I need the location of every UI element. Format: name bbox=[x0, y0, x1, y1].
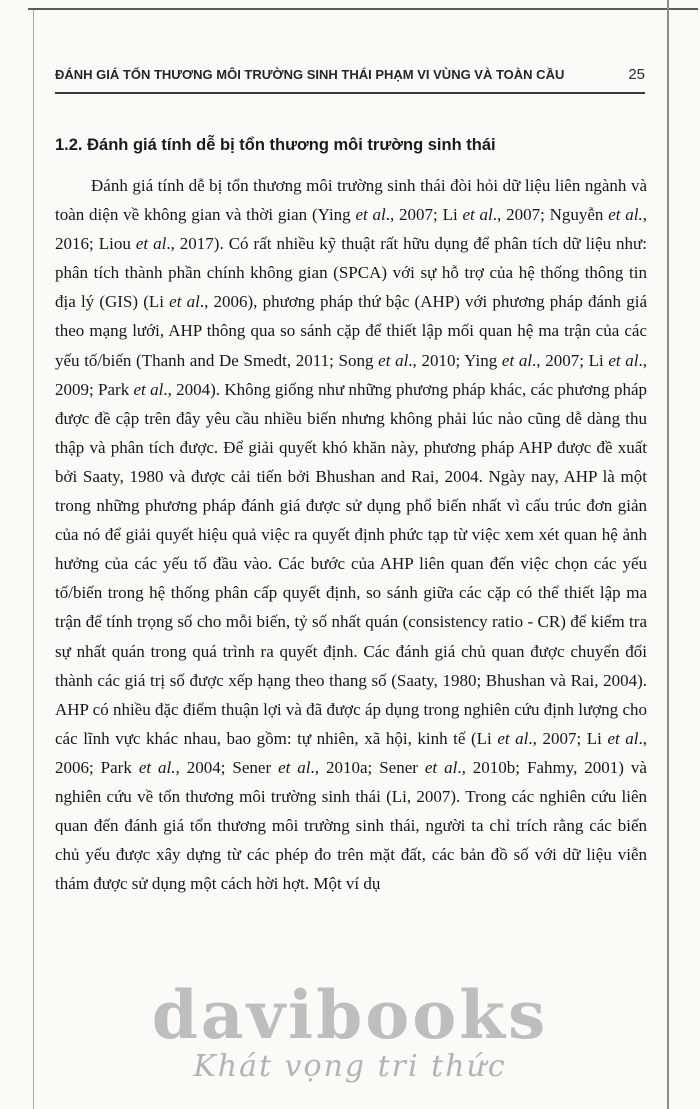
watermark bbox=[0, 976, 700, 1084]
header-rule bbox=[55, 92, 645, 94]
text-segment: , 2016; Liou bbox=[55, 205, 648, 254]
text-segment: et al bbox=[497, 728, 529, 748]
page-header bbox=[55, 66, 645, 83]
text-segment: ., 2006; Park bbox=[55, 728, 647, 777]
text-segment: et al bbox=[378, 350, 409, 370]
scan-edge-right bbox=[667, 0, 669, 1109]
running-title: ĐÁNH GIÁ TỔN THƯƠNG MÔI TRƯỜNG SINH THÁI PHẠM VI VÙNG VÀ TOÀN CẦU bbox=[55, 67, 565, 82]
watermark-slogan: Khát vọng tri thức bbox=[193, 1049, 507, 1084]
text-segment: ., 2007; Li bbox=[532, 350, 609, 370]
scan-edge-left bbox=[33, 10, 34, 1109]
text-segment: et al bbox=[169, 292, 200, 312]
text-segment: et al bbox=[607, 728, 639, 748]
text-segment: et al bbox=[424, 757, 458, 777]
text-segment: ., 2007; Li bbox=[385, 205, 463, 225]
text-segment: et al bbox=[278, 757, 311, 777]
text-segment: ., 2009; Park bbox=[55, 350, 647, 399]
text-segment: ., 2007; Li bbox=[528, 728, 608, 748]
text-segment: ., 2007; Nguyễn bbox=[492, 205, 609, 225]
text-segment: ., 2017). Có rất nhiều kỹ thuật rất hữu dụng để phân tích dữ liệu như: phân tích thành phần chính không gian (SPCA) với sự hỗ trợ của hệ thống thông tin địa lý (GIS) (Li bbox=[55, 234, 647, 312]
text-segment: 2004; Sener bbox=[179, 757, 279, 777]
text-segment: et al., bbox=[138, 757, 180, 777]
text-segment: et al. bbox=[608, 205, 643, 225]
text-segment: et al bbox=[462, 205, 493, 225]
body-paragraph bbox=[55, 171, 647, 898]
text-segment: et al bbox=[135, 234, 167, 254]
section-heading: 1.2. Đánh giá tính dễ bị tổn thương môi trường sinh thái bbox=[55, 136, 496, 154]
text-segment: ., 2006), phương pháp thứ bậc (AHP) với phương pháp đánh giá theo mạng lưới, AHP thông qua so sánh cặp để thiết lập mối quan hệ ma trận của các yếu tố/biến (Thanh and De Smedt, 2011; Song bbox=[55, 292, 647, 370]
text-segment: Đánh giá tính dễ bị tổn thương môi trường sinh thái đòi hỏi dữ liệu liên ngành và toàn diện về không gian và thời gian (Ying bbox=[55, 176, 647, 225]
text-segment: et al bbox=[501, 350, 533, 370]
watermark-brand: davibooks bbox=[151, 976, 549, 1054]
scan-edge-top bbox=[28, 8, 698, 10]
text-segment: et al bbox=[133, 379, 164, 399]
page-number: 25 bbox=[628, 66, 645, 83]
text-segment: et al bbox=[608, 350, 639, 370]
text-segment: ., 2004). Không giống như những phương pháp khác, các phương pháp được đề cập trên đây yêu cầu nhiều biến nhưng không phải lúc nào cũng dễ dàng thu thập và phân tích được. Để giải quyết khó khăn này, phương pháp AHP được đề xuất bởi Saaty, 1980 và được cải tiến bởi Bhushan and Rai, 2004. Ngày nay, AHP là một trong những phương pháp đánh giá được sử dụng phổ biến nhất vì cấu trúc đơn giản của nó để giải quyết hiệu quả việc ra quyết định phức tạp từ việc xem xét quan hệ ảnh hưởng của các yếu tố đầu vào. Các bước của AHP liên quan đến việc chọn các yếu tố/biến trong hệ thống phân cấp quyết định, so sánh giữa các cặp có thể thiết lập ma trận để tính trọng số cho mỗi biến, tỷ số nhất quán (consistency ratio - CR) để kiểm tra sự nhất quán trong quá trình ra quyết định. Các đánh giá chủ quan được chuyển đổi thành các giá trị số được xếp hạng theo thang số (Saaty, 1980; Bhushan và Rai, 2004). AHP có nhiều đặc điểm thuận lợi và đã được áp dụng trong nghiên cứu định lượng cho các lĩnh vực khác nhau, bao gồm: tự nhiên, xã hội, kinh tế (Li bbox=[55, 379, 647, 748]
text-segment: et al bbox=[355, 205, 386, 225]
text-segment: ., 2010a; Sener bbox=[310, 757, 425, 777]
text-segment: ., 2010b; Fahmy, 2001) và nghiên cứu về tổn thương môi trường sinh thái (Li, 2007). Trong các nghiên cứu liên quan đến đánh giá tổn thương môi trường sinh thái, người ta chỉ trích rằng các biến chủ yếu được xây dựng từ các phép đo trên mặt đất, các bản đồ số với dữ liệu viễn thám được sử dụng một cách hời hợt. Một ví dụ bbox=[55, 757, 647, 894]
text-segment: ., 2010; Ying bbox=[408, 350, 502, 370]
